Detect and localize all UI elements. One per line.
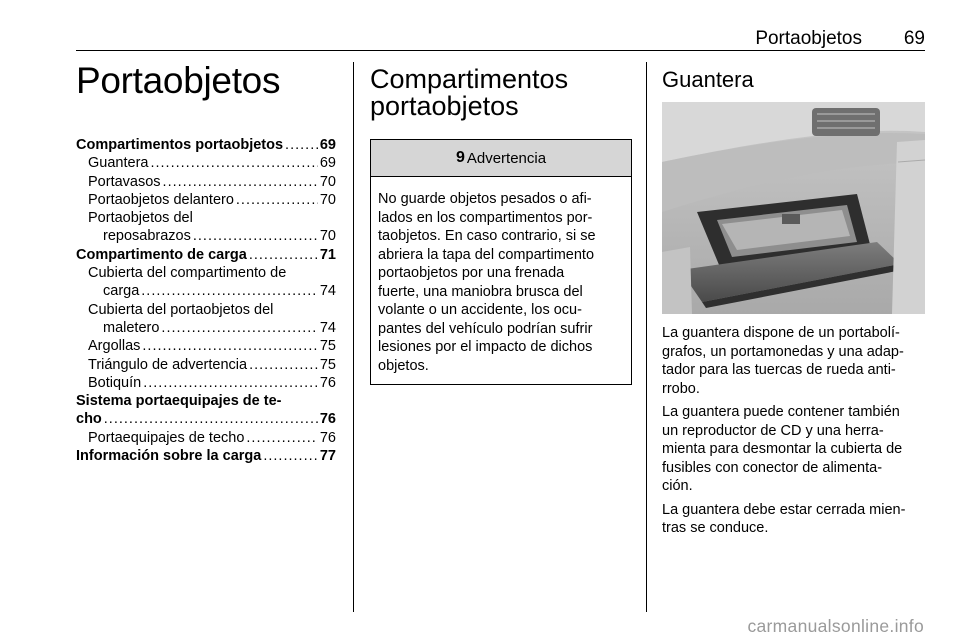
paragraph: La guantera puede contener también un reproductor de CD y una herra- mienta para desmontar la cubierta de fusibles con conector de alimenta- ción. — [662, 404, 903, 494]
page-header — [76, 28, 925, 50]
page-number: 69 — [903, 28, 925, 49]
warning-text: No guarde objetos pesados o afi- lados en los compartimentos por- taobjetos. En caso contrario, si se abriera la tapa del compartimento portaobjetos por una frenada fuerte, una maniobra brusca del volante o un accidente, los ocu- pantes del vehículo podrían sufrir lesiones por el impacto de dichos objetos. — [378, 191, 596, 374]
warning-heading: 9 Advertencia — [371, 140, 631, 177]
glovebox-column — [662, 66, 926, 543]
paragraph: La guantera debe estar cerrada mien- tras se conduce. — [662, 501, 906, 536]
toc-entry[interactable]: Portavasos ..... 70 — [76, 173, 336, 191]
warning-icon: 9 — [455, 149, 465, 166]
toc-entry[interactable]: Portaequipajes de techo ..... 76 — [76, 429, 336, 447]
running-title: Portaobjetos — [755, 28, 862, 49]
toc-entry[interactable]: Botiquín ..... 76 — [76, 374, 336, 392]
toc-entry[interactable]: Portaobjetos delantero ..... 70 — [76, 191, 336, 209]
toc-entry[interactable]: Compartimentos portaobjetos ..... 69 — [76, 136, 336, 154]
column-divider-2 — [646, 62, 647, 612]
toc-entry[interactable]: Triángulo de advertencia ..... 75 — [76, 356, 336, 374]
glovebox-photo — [662, 102, 925, 314]
toc-entry[interactable]: Sistema portaequipajes de te- cho ..... 76 — [76, 392, 336, 429]
glovebox-text — [662, 324, 926, 538]
paragraph: La guantera dispone de un portabolí- grafos, un portamonedas y una adap- tador para las tuercas de rueda anti- rrobo. — [662, 325, 904, 397]
section-title: Compartimentos portaobjetos — [370, 64, 569, 121]
column-divider-1 — [353, 62, 354, 612]
watermark: carmanualsonline.info — [747, 616, 924, 636]
toc — [76, 136, 336, 465]
section-column — [370, 66, 632, 385]
chapter-title: Portaobjetos — [76, 60, 281, 101]
subsection-title: Guantera — [662, 67, 754, 92]
header-rule — [76, 50, 925, 51]
toc-entry[interactable]: Cubierta del compartimento de carga ..... 74 — [76, 264, 336, 301]
chapter-contents — [76, 60, 336, 465]
toc-entry[interactable]: Cubierta del portaobjetos del maletero ..... 74 — [76, 301, 336, 338]
toc-entry[interactable]: Argollas ..... 75 — [76, 337, 336, 355]
toc-entry[interactable]: Portaobjetos del reposabrazos ..... 70 — [76, 209, 336, 246]
warning-box — [370, 139, 632, 385]
toc-entry[interactable]: Compartimento de carga ..... 71 — [76, 246, 336, 264]
toc-entry[interactable]: Guantera ..... 69 — [76, 154, 336, 172]
toc-entry[interactable]: Información sobre la carga ..... 77 — [76, 447, 336, 465]
